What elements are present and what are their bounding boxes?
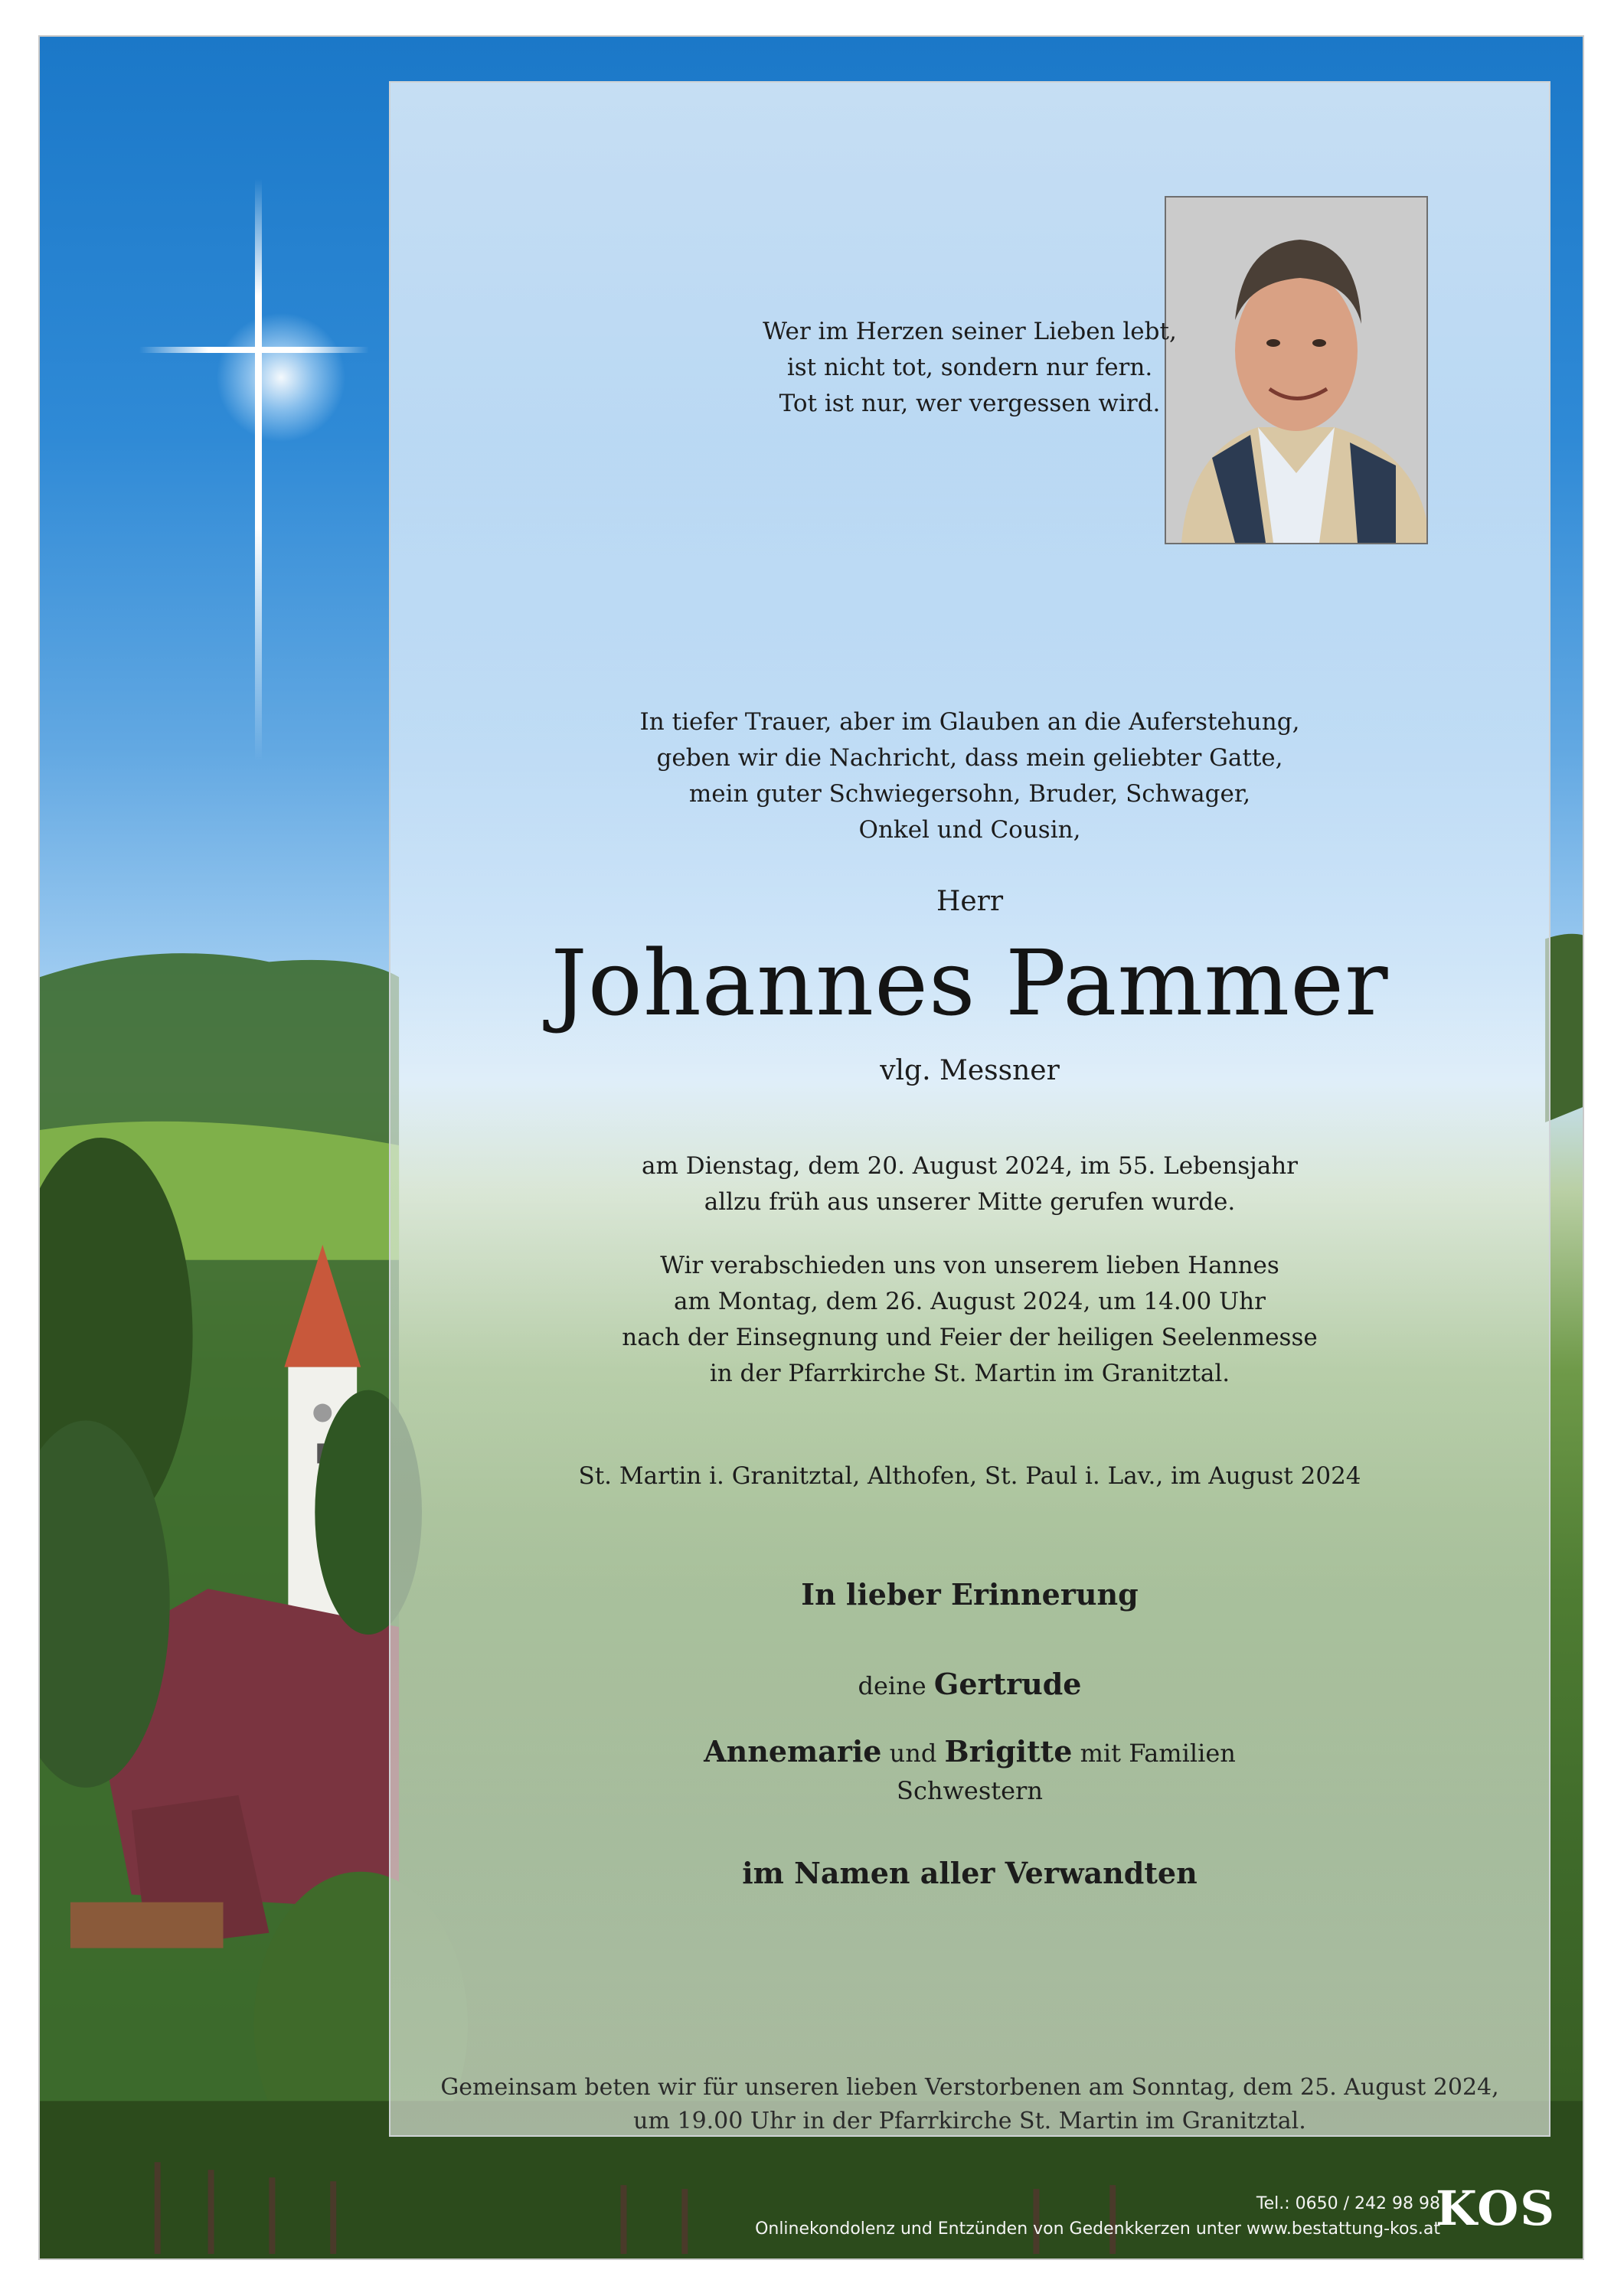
death-notice <box>389 1148 1550 1220</box>
intro-line: geben wir die Nachricht, dass mein geliebter Gatte, <box>656 744 1283 772</box>
mourner-name: Gertrude <box>933 1667 1082 1701</box>
funeral-line: am Montag, dem 26. August 2024, um 14.00 Uhr <box>674 1288 1266 1315</box>
website-notice: Onlinekondolenz und Entzünden von Gedenkkerzen unter www.bestattung-kos.at <box>755 2219 1440 2239</box>
quote-line: Tot ist nur, wer vergessen wird. <box>779 390 1161 417</box>
salutation: Herr <box>936 886 1004 917</box>
intro-line: In tiefer Trauer, aber im Glauben an die Auferstehung, <box>639 708 1300 736</box>
quote-line: Wer im Herzen seiner Lieben lebt, <box>763 318 1177 345</box>
mourner-line-spouse <box>389 1667 1550 1701</box>
mourner-line-children <box>389 1734 1550 1769</box>
quote-line: ist nicht tot, sondern nur fern. <box>786 354 1153 381</box>
mourner-line-siblings: Schwestern <box>897 1776 1043 1805</box>
kos-logo: KOS <box>1436 2180 1557 2236</box>
prayer-notice <box>389 2071 1550 2138</box>
cross-icon-bar <box>139 347 369 353</box>
place-and-date: St. Martin i. Granitztal, Althofen, St. Paul i. Lav., im August 2024 <box>578 1462 1361 1490</box>
mourner-name: Brigitte <box>944 1734 1073 1769</box>
funeral-line: in der Pfarrkirche St. Martin im Granitztal. <box>709 1360 1230 1387</box>
cross-glow <box>216 312 346 443</box>
funeral-details <box>389 1248 1550 1392</box>
mourner-suffix: mit Familien <box>1080 1739 1236 1768</box>
phone-number: Tel.: 0650 / 242 98 98 <box>1256 2194 1440 2213</box>
vulgo-name: vlg. Messner <box>880 1055 1060 1086</box>
intro-line: mein guter Schwiegersohn, Bruder, Schwager, <box>688 780 1251 808</box>
cross-icon <box>255 179 262 761</box>
death-line: allzu früh aus unserer Mitte gerufen wurde. <box>704 1188 1236 1216</box>
mourner-name: Annemarie <box>704 1734 882 1769</box>
announcement-intro <box>389 704 1550 848</box>
mourner-conjunction: und <box>889 1739 937 1768</box>
prayer-line: um 19.00 Uhr in der Pfarrkirche St. Martin im Granitztal. <box>633 2108 1306 2134</box>
mourner-line-relatives: im Namen aller Verwandten <box>742 1856 1198 1890</box>
funeral-line: nach der Einsegnung und Feier der heiligen Seelenmesse <box>622 1324 1318 1351</box>
death-line: am Dienstag, dem 20. August 2024, im 55. Lebensjahr <box>642 1152 1298 1180</box>
funeral-home-contact <box>755 2191 1440 2242</box>
memorial-quote <box>389 314 1550 422</box>
funeral-line: Wir verabschieden uns von unserem lieben Hannes <box>660 1252 1279 1279</box>
memory-heading: In lieber Erinnerung <box>801 1577 1139 1612</box>
deceased-name: Johannes Pammer <box>551 930 1389 1036</box>
prayer-line: Gemeinsam beten wir für unseren lieben Verstorbenen am Sonntag, dem 25. August 2024, <box>440 2074 1499 2101</box>
mourner-prefix: deine <box>858 1671 926 1700</box>
intro-line: Onkel und Cousin, <box>858 816 1081 844</box>
